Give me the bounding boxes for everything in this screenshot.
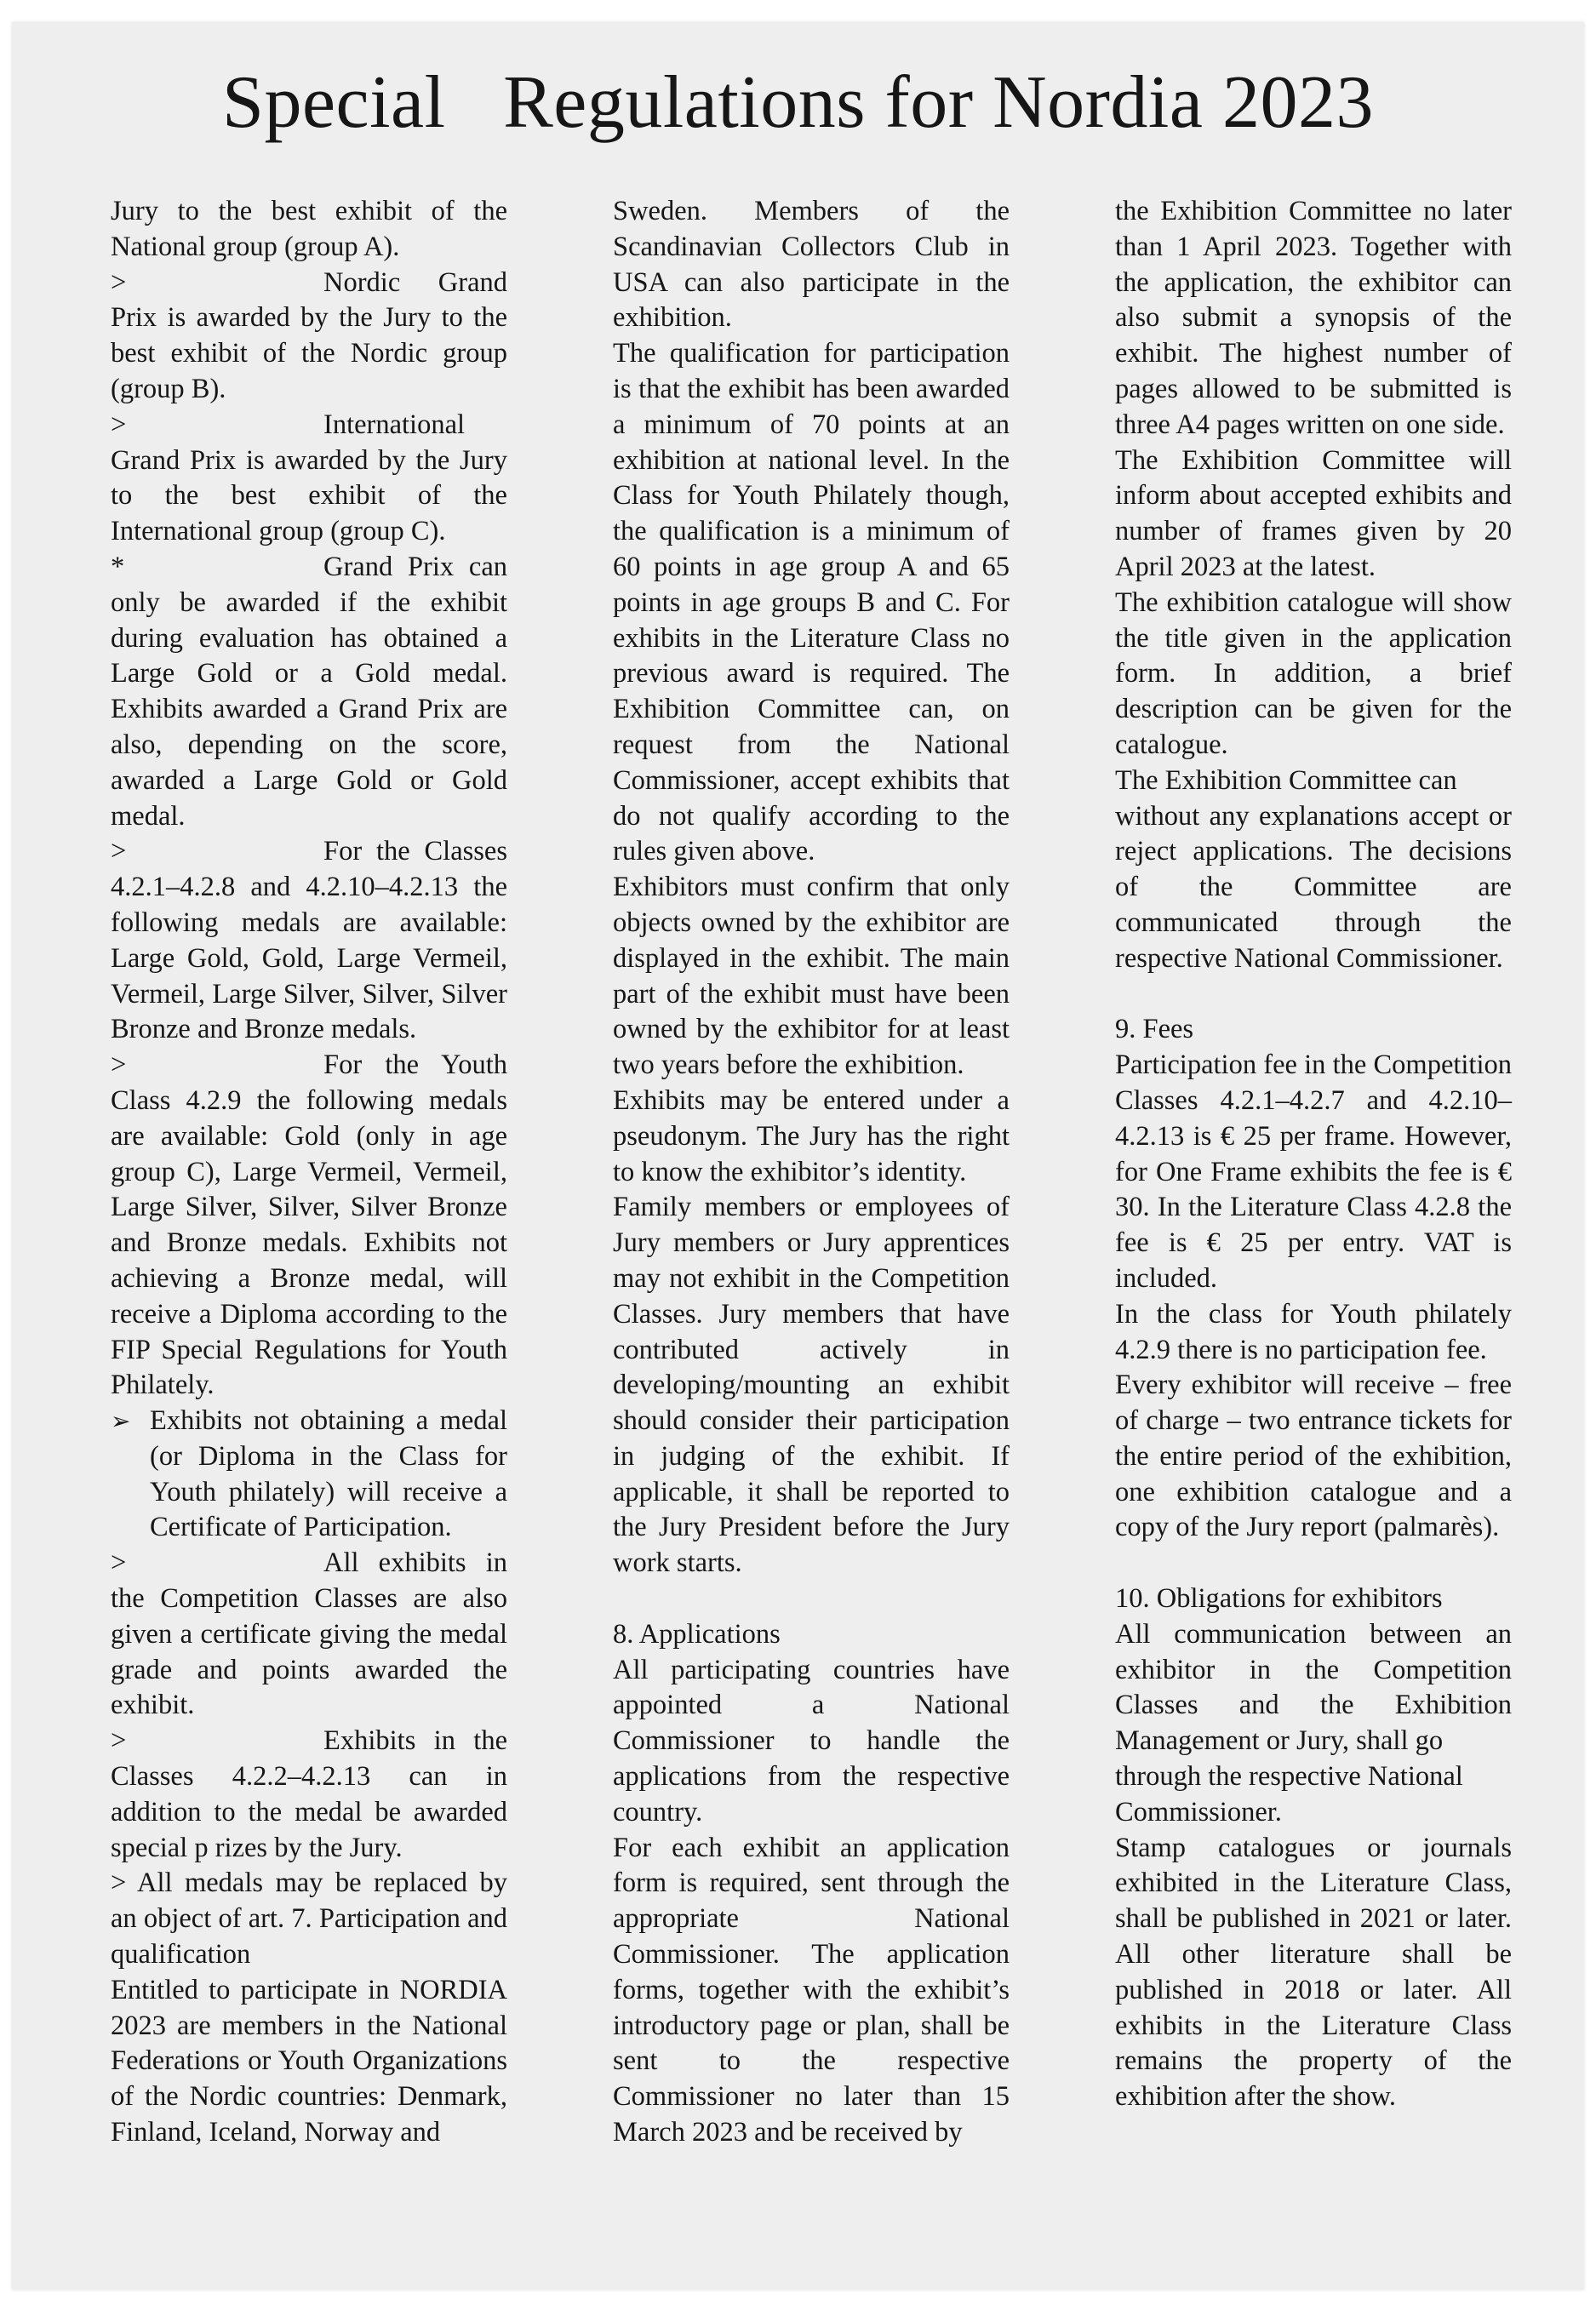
list-marker: * (111, 551, 125, 582)
bullet-item (111, 1404, 507, 1546)
paragraph: Stamp catalogues or journals exhibited in the Literature Class, shall be published in 2021 or later. All other literature shall be published in 2018 or later. All exhibits in the Literature Class remains the property of the exhibition after the show. (1115, 1832, 1512, 2113)
paragraph: Exhibitors must confirm that only objects owned by the exhibitor are displayed in the exhibit. The main part of the exhibit must have been owned by the exhibitor for at least two years before the exhibition. (613, 872, 1010, 1081)
paragraph-spacer (613, 1581, 1010, 1617)
paragraph-spacer (1115, 977, 1512, 1013)
list-marker: > (111, 409, 127, 440)
paragraph-text: All exhibits in the Competition Classes are also given a certificate giving the medal grade and points awarded the exhibit. (111, 1547, 507, 1721)
paragraph: Sweden. Members of the Scandinavian Collectors Club in USA can also participate in the exhibition. (613, 196, 1010, 334)
paragraph (111, 1546, 507, 1724)
paragraph: The exhibition catalogue will show the title given in the application form. In addition, a brief description can be given for the catalogue. (1115, 586, 1512, 760)
paragraph: The qualification for participation is that the exhibit has been awarded a minimum of 70 points at an exhibition at national level. In the Class for Youth Philately though, the qualification is a minimum of 60 points in age group A and 65 points in age groups B and C. For exhibits in the Literature Class no previous award is required. The Exhibition Committee can, on request from the National Commissioner, accept exhibits that do not qualify according to the rules given above. (613, 338, 1010, 867)
paragraph: In the class for Youth philately 4.2.9 there is no participation fee. (1115, 1298, 1512, 1365)
paragraph-text: Exhibits in the Classes 4.2.2–4.2.13 can in addition to the medal be awarded special p rizes by the Jury. (111, 1725, 507, 1863)
list-marker: > (111, 266, 127, 298)
list-marker: > (111, 1547, 127, 1579)
paragraph: Family members or employees of Jury members or Jury apprentices may not exhibit in the Competition Classes. Jury members that have contributed actively in developing/mounting an exhibit should consider their participation in judging of the exhibit. If applicable, it shall be reported to the Jury President before the Jury work starts. (613, 1192, 1010, 1579)
paragraph-text: Exhibits not obtaining a medal (or Diploma in the Class for Youth philately) will receive a Certificate of Participation. (150, 1405, 507, 1543)
paragraph-line: The Exhibition Committee can (1115, 764, 1457, 796)
section-heading: 10. Obligations for exhibitors (1115, 1583, 1443, 1615)
paragraph: > All medals may be replaced by an object of art. 7. Participation and qualification (111, 1867, 507, 1970)
text-column-1 (111, 194, 507, 2151)
paragraph-text: Grand Prix can only be awarded if the exhibit during evaluation has obtained a Large Gold or a Gold medal. Exhibits awarded a Grand Prix are also, depending on the score, awarded a Large Gold or Gold medal. (111, 551, 507, 832)
text-column-2 (613, 194, 1010, 2151)
document-page (12, 22, 1584, 2290)
paragraph: The Exhibition Committee will inform about accepted exhibits and number of frames given by 20 April 2023 at the latest. (1115, 444, 1512, 582)
section-heading: 8. Applications (613, 1618, 781, 1650)
list-marker: > (111, 1725, 127, 1757)
paragraph: Jury to the best exhibit of the National group (group A). (111, 196, 507, 262)
paragraph (111, 408, 507, 550)
paragraph-text: Nordic Grand Prix is awarded by the Jury to the best exhibit of the Nordic group (group B). (111, 266, 507, 404)
paragraph-line: Commissioner. (1115, 1796, 1282, 1827)
paragraph: All participating countries have appointed a National Commissioner to handle the applications from the respective country. (613, 1654, 1010, 1827)
arrow-bullet-icon: ➢ (111, 1407, 131, 1436)
paragraph: Exhibits may be entered under a pseudonym. The Jury has the right to know the exhibitor’s identity. (613, 1084, 1010, 1187)
paragraph: Every exhibitor will receive – free of charge – two entrance tickets for the entire period of the exhibition, one exhibition catalogue and a copy of the Jury report (palmarès). (1115, 1370, 1512, 1543)
text-column-3 (1115, 194, 1512, 2115)
paragraph (111, 550, 507, 834)
paragraph: For each exhibit an application form is required, sent through the appropriate National Commissioner. The application forms, together with the exhibit’s introductory page or plan, shall be sent to the respective Commissioner no later than 15 March 2023 and be received by (613, 1832, 1010, 2148)
paragraph-line: through the respective National (1115, 1761, 1463, 1793)
paragraph: without any explanations accept or reject applications. The decisions of the Committee are communicated through the respective National Commissioner. (1115, 800, 1512, 974)
paragraph-text: International Grand Prix is awarded by the Jury to the best exhibit of the International group (group C). (111, 409, 507, 547)
paragraph: All communication between an exhibitor in the Competition Classes and the Exhibition Management or Jury, shall go (1115, 1618, 1512, 1757)
document-title: Special Regulations for Nordia 2023 (222, 61, 1374, 144)
paragraph: the Exhibition Committee no later than 1 April 2023. Together with the application, the exhibitor can also submit a synopsis of the exhibit. The highest number of pages allowed to be submitted is three A4 pages written on one side. (1115, 196, 1512, 440)
paragraph (111, 834, 507, 1048)
paragraph (111, 1048, 507, 1404)
paragraph-text: For the Classes 4.2.1–4.2.8 and 4.2.10–4.2.13 the following medals are available: Large Gold, Gold, Large Vermeil, Vermeil, Large Silver, Silver, Silver Bronze and Bronze medals. (111, 836, 507, 1045)
section-heading: 9. Fees (1115, 1014, 1194, 1045)
paragraph: Entitled to participate in NORDIA 2023 are members in the National Federations or Youth Organizations of the Nordic countries: Denmark, Finland, Iceland, Norway and (111, 1974, 507, 2148)
paragraph-text: For the Youth Class 4.2.9 the following medals are available: Gold (only in age group C), Large Vermeil, Vermeil, Large Silver, Silver, Silver Bronze and Bronze medals. Exhibits not achieving a Bronze medal, will receive a Diploma according to the FIP Special Regulations for Youth Philately. (111, 1050, 507, 1401)
paragraph: Participation fee in the Competition Classes 4.2.1–4.2.7 and 4.2.10–4.2.13 is € 25 per frame. However, for One Frame exhibits the fee is € 30. In the Literature Class 4.2.8 the fee is € 25 per entry. VAT is included. (1115, 1050, 1512, 1294)
paragraph (111, 1724, 507, 1866)
list-marker: > (111, 836, 127, 867)
list-marker: > (111, 1050, 127, 1081)
paragraph-spacer (1115, 1546, 1512, 1581)
paragraph (111, 266, 507, 408)
